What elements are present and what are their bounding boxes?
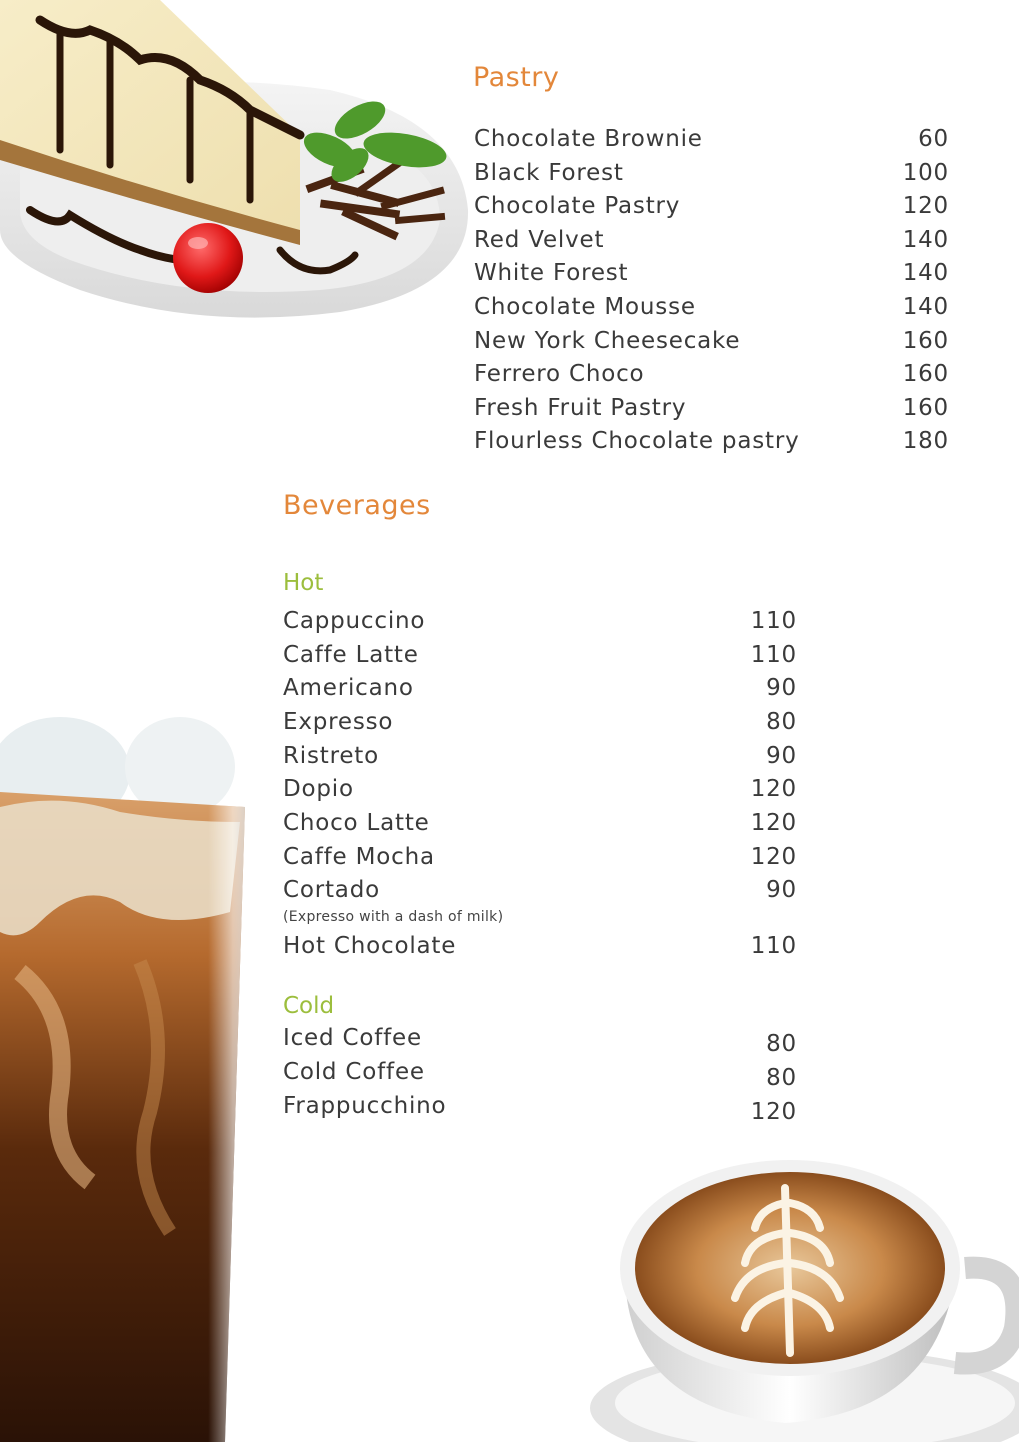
item-price: 120	[750, 776, 797, 802]
item-name: Cappuccino	[283, 608, 426, 634]
item-name: Fresh Fruit Pastry	[474, 395, 687, 421]
item-name: Black Forest	[474, 160, 624, 186]
item-price: 120	[902, 193, 949, 219]
item-name: Chocolate Mousse	[474, 294, 696, 320]
item-price: 80	[766, 709, 797, 735]
list-item	[474, 256, 949, 290]
item-name: Red Velvet	[474, 227, 605, 253]
item-name: Expresso	[283, 709, 394, 735]
beverages-heading: Beverages	[283, 490, 431, 521]
item-price: 100	[902, 160, 949, 186]
pastry-heading: Pastry	[473, 62, 560, 93]
item-name: Ferrero Choco	[474, 361, 645, 387]
item-price: 120	[750, 810, 797, 836]
item-price: 140	[902, 227, 949, 253]
item-name: Hot Chocolate	[283, 933, 457, 959]
list-item	[474, 290, 949, 324]
item-name: Cortado	[283, 877, 380, 903]
item-name: Ristreto	[283, 743, 379, 769]
cortado-note: (Expresso with a dash of milk)	[283, 909, 504, 925]
item-price: 180	[902, 428, 949, 454]
cheesecake-image	[0, 0, 470, 320]
list-item	[474, 357, 949, 391]
item-price: 90	[766, 743, 797, 769]
cappuccino-image	[585, 1148, 1019, 1442]
list-item	[474, 156, 949, 190]
item-price: 80	[766, 1065, 797, 1091]
item-price: 140	[902, 260, 949, 286]
item-name: Flourless Chocolate pastry	[474, 428, 800, 454]
list-item	[283, 806, 797, 840]
item-name: Choco Latte	[283, 810, 430, 836]
item-name: Caffe Mocha	[283, 844, 435, 870]
item-price: 80	[766, 1031, 797, 1057]
item-price: 120	[750, 844, 797, 870]
item-name: Chocolate Brownie	[474, 126, 703, 152]
item-name: Cold Coffee	[283, 1059, 425, 1085]
list-item	[474, 324, 949, 358]
list-item	[283, 840, 797, 874]
item-price: 160	[902, 361, 949, 387]
list-item	[474, 223, 949, 257]
item-name: Dopio	[283, 776, 354, 802]
item-price: 120	[750, 1099, 797, 1125]
item-price: 110	[750, 933, 797, 959]
item-name: White Forest	[474, 260, 629, 286]
item-price: 140	[902, 294, 949, 320]
item-price: 160	[902, 395, 949, 421]
item-price: 60	[918, 126, 949, 152]
item-name: Chocolate Pastry	[474, 193, 681, 219]
item-price: 90	[766, 675, 797, 701]
cold-subheading: Cold	[283, 993, 335, 1019]
item-price: 110	[750, 642, 797, 668]
item-price: 160	[902, 328, 949, 354]
item-name: Iced Coffee	[283, 1025, 422, 1051]
item-name: Caffe Latte	[283, 642, 419, 668]
list-item	[283, 739, 797, 773]
item-price: 90	[766, 877, 797, 903]
list-item	[283, 604, 797, 638]
item-price: 110	[750, 608, 797, 634]
iced-coffee-image	[0, 712, 260, 1442]
list-item	[474, 189, 949, 223]
item-name: Frappucchino	[283, 1093, 447, 1119]
list-item	[283, 671, 797, 705]
list-item	[283, 638, 797, 672]
item-name: New York Cheesecake	[474, 328, 741, 354]
hot-subheading: Hot	[283, 570, 324, 596]
list-item	[283, 1093, 797, 1137]
list-item	[474, 391, 949, 425]
list-item	[474, 122, 949, 156]
list-item	[283, 929, 797, 963]
list-item	[283, 705, 797, 739]
item-name: Americano	[283, 675, 414, 701]
list-item	[283, 873, 797, 907]
list-item	[283, 772, 797, 806]
list-item	[474, 424, 949, 458]
